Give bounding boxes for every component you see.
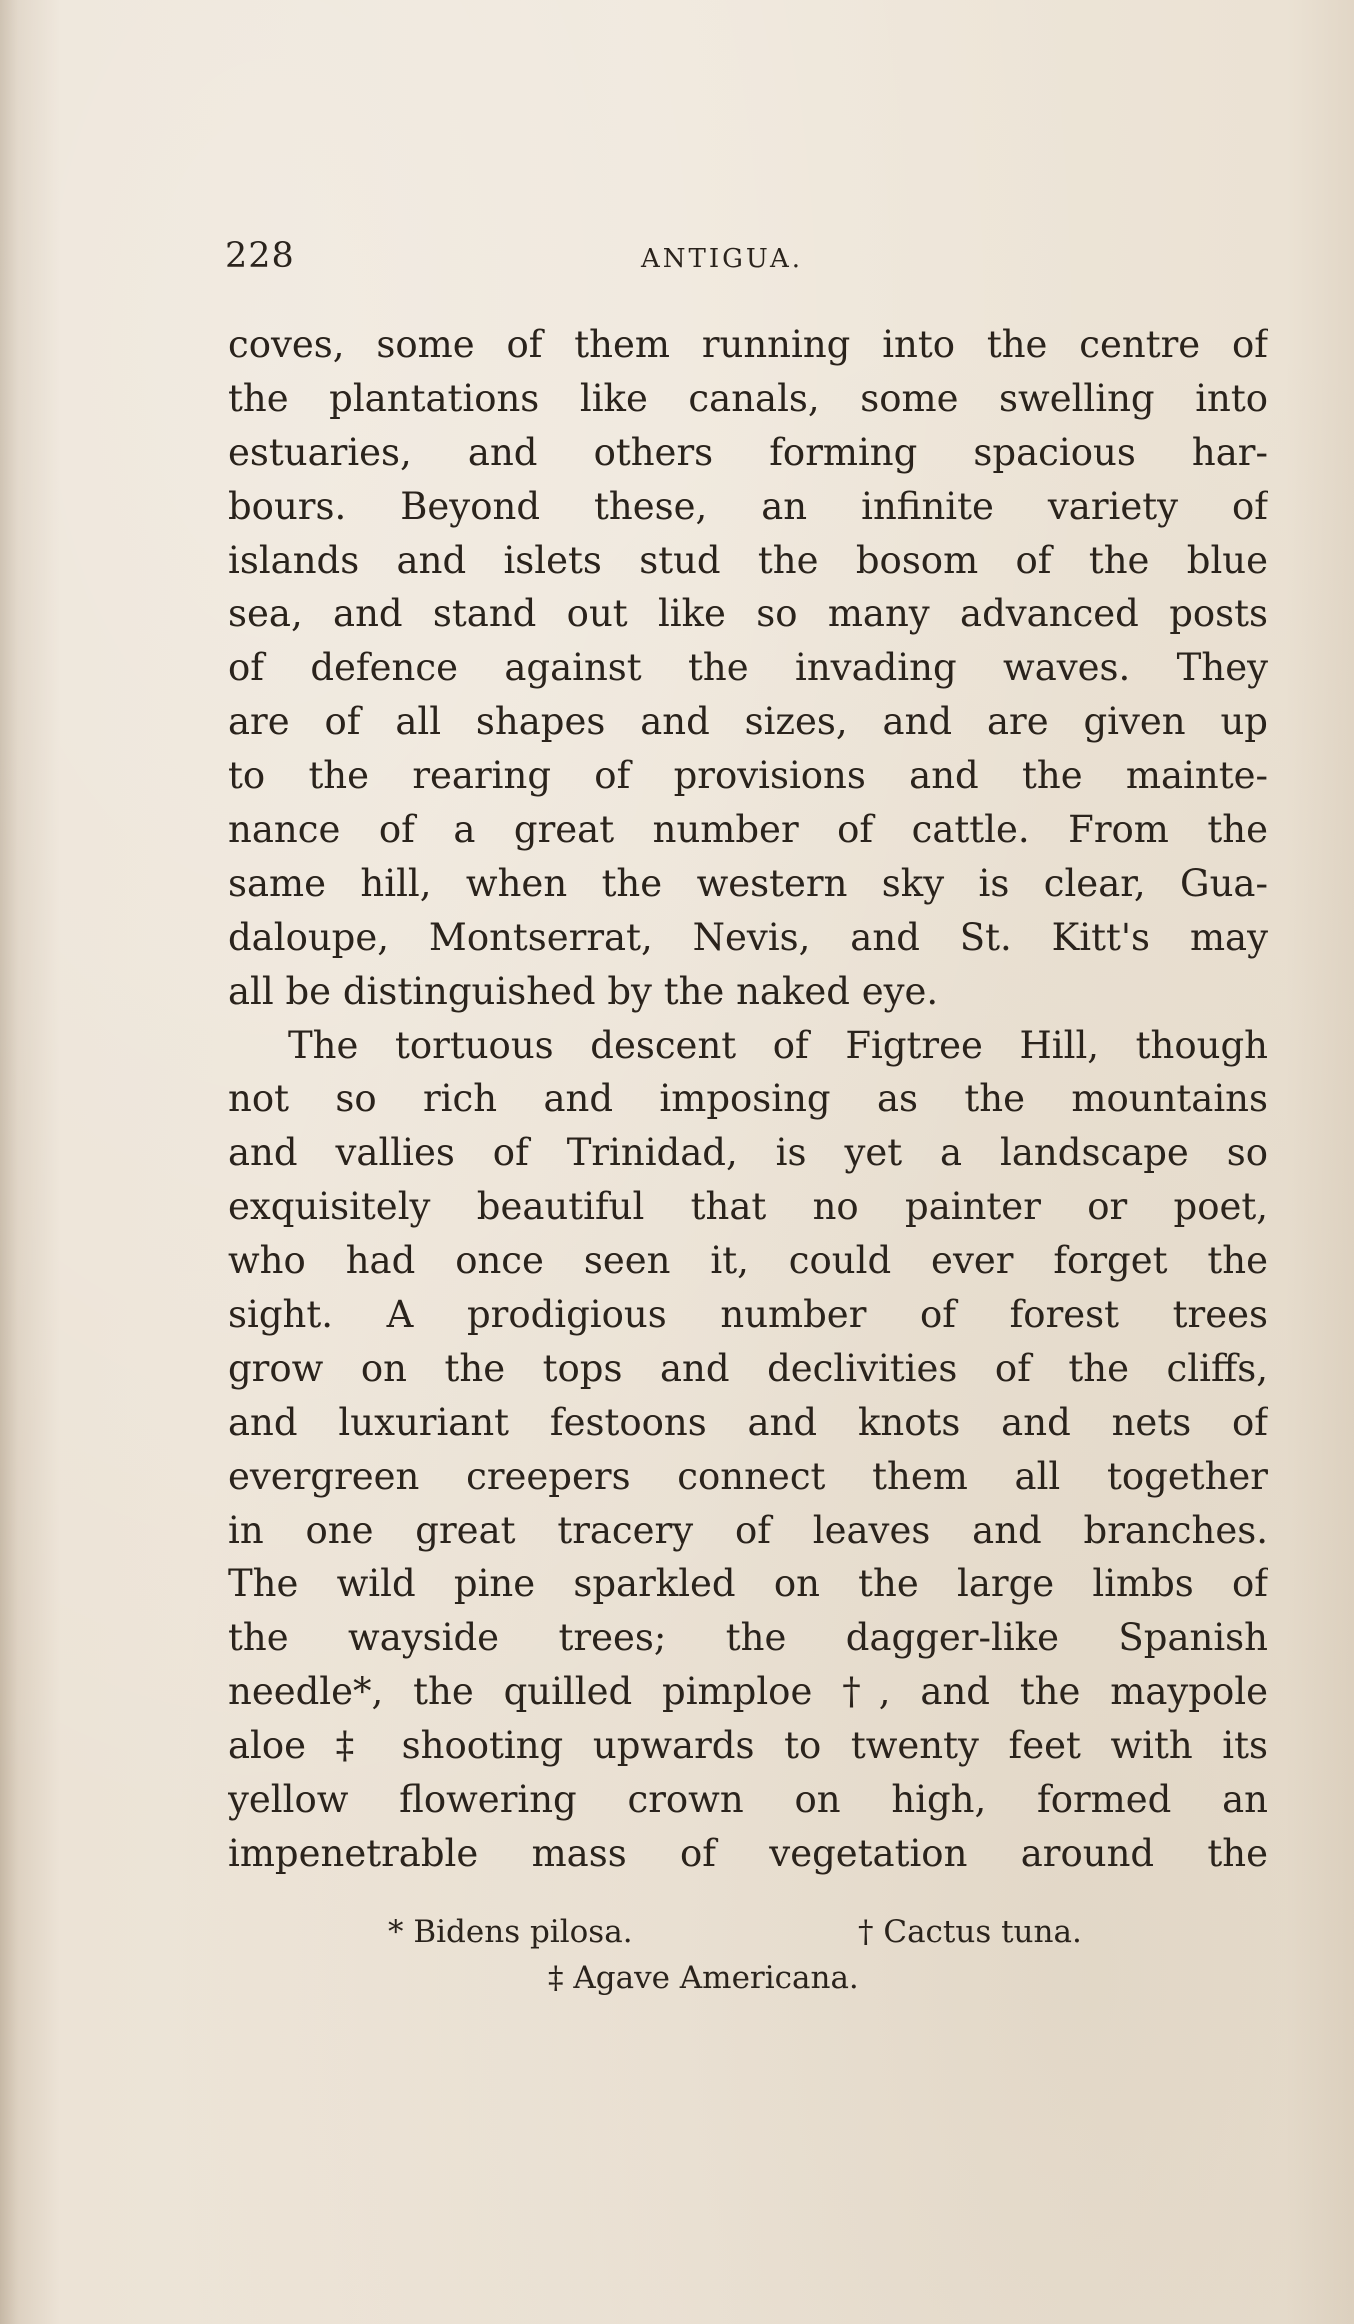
text-line: exquisitely beautiful that no painter or poet, xyxy=(228,1185,1268,1229)
text-line: nance of a great number of cattle. From the xyxy=(228,808,1268,852)
text-line: and luxuriant festoons and knots and nets of xyxy=(228,1400,1268,1444)
text-line: evergreen creepers connect them all together xyxy=(228,1454,1268,1498)
text-line: islands and islets stud the bosom of the blue xyxy=(228,538,1268,582)
text-line: of defence against the invading waves. They xyxy=(228,646,1268,690)
paragraph-start-line: The tortuous descent of Figtree Hill, though xyxy=(288,1023,1268,1067)
text-line: estuaries, and others forming spacious har- xyxy=(228,430,1268,474)
footnote-agave: ‡ Agave Americana. xyxy=(548,1960,859,1996)
page-number: 228 xyxy=(225,236,295,276)
text-line: grow on the tops and declivities of the cliffs, xyxy=(228,1346,1268,1390)
text-line: aloe ‡ shooting upwards to twenty feet with its xyxy=(228,1724,1268,1768)
running-head: ANTIGUA. xyxy=(641,244,804,274)
footnotes xyxy=(228,1914,1268,2006)
text-line: sight. A prodigious number of forest trees xyxy=(228,1293,1268,1337)
text-line: yellow flowering crown on high, formed an xyxy=(228,1778,1268,1822)
text-line: daloupe, Montserrat, Nevis, and St. Kitt's may xyxy=(228,915,1268,959)
footnote-row xyxy=(228,1914,1268,1960)
footnote-cactus: † Cactus tuna. xyxy=(858,1914,1082,1950)
page-header xyxy=(225,236,1265,286)
text-line: in one great tracery of leaves and branches. xyxy=(228,1508,1268,1552)
text-line: all be distinguished by the naked eye. xyxy=(228,969,939,1013)
text-line: not so rich and imposing as the mountains xyxy=(228,1077,1268,1121)
text-line: the plantations like canals, some swelling into xyxy=(228,376,1268,420)
text-line: and vallies of Trinidad, is yet a landscape so xyxy=(228,1131,1268,1175)
text-line: to the rearing of provisions and the mainte- xyxy=(228,754,1268,798)
text-line: coves, some of them running into the centre of xyxy=(228,323,1268,366)
footnote-row xyxy=(228,1960,1268,2006)
text-line: same hill, when the western sky is clear, Gua- xyxy=(228,861,1268,905)
text-line: bours. Beyond these, an infinite variety of xyxy=(228,484,1268,528)
footnote-bidens: * Bidens pilosa. xyxy=(388,1914,633,1950)
text-line: the wayside trees; the dagger-like Spanish xyxy=(228,1616,1268,1660)
text-line: are of all shapes and sizes, and are given up xyxy=(228,700,1268,744)
text-line: who had once seen it, could ever forget the xyxy=(228,1239,1268,1283)
body-text xyxy=(228,318,1268,1881)
text-line: sea, and stand out like so many advanced posts xyxy=(228,592,1268,636)
text-line: The wild pine sparkled on the large limbs of xyxy=(228,1562,1268,1606)
text-line: impenetrable mass of vegetation around the xyxy=(228,1831,1268,1875)
text-line: needle*, the quilled pimploe †, and the maypole xyxy=(228,1670,1268,1714)
